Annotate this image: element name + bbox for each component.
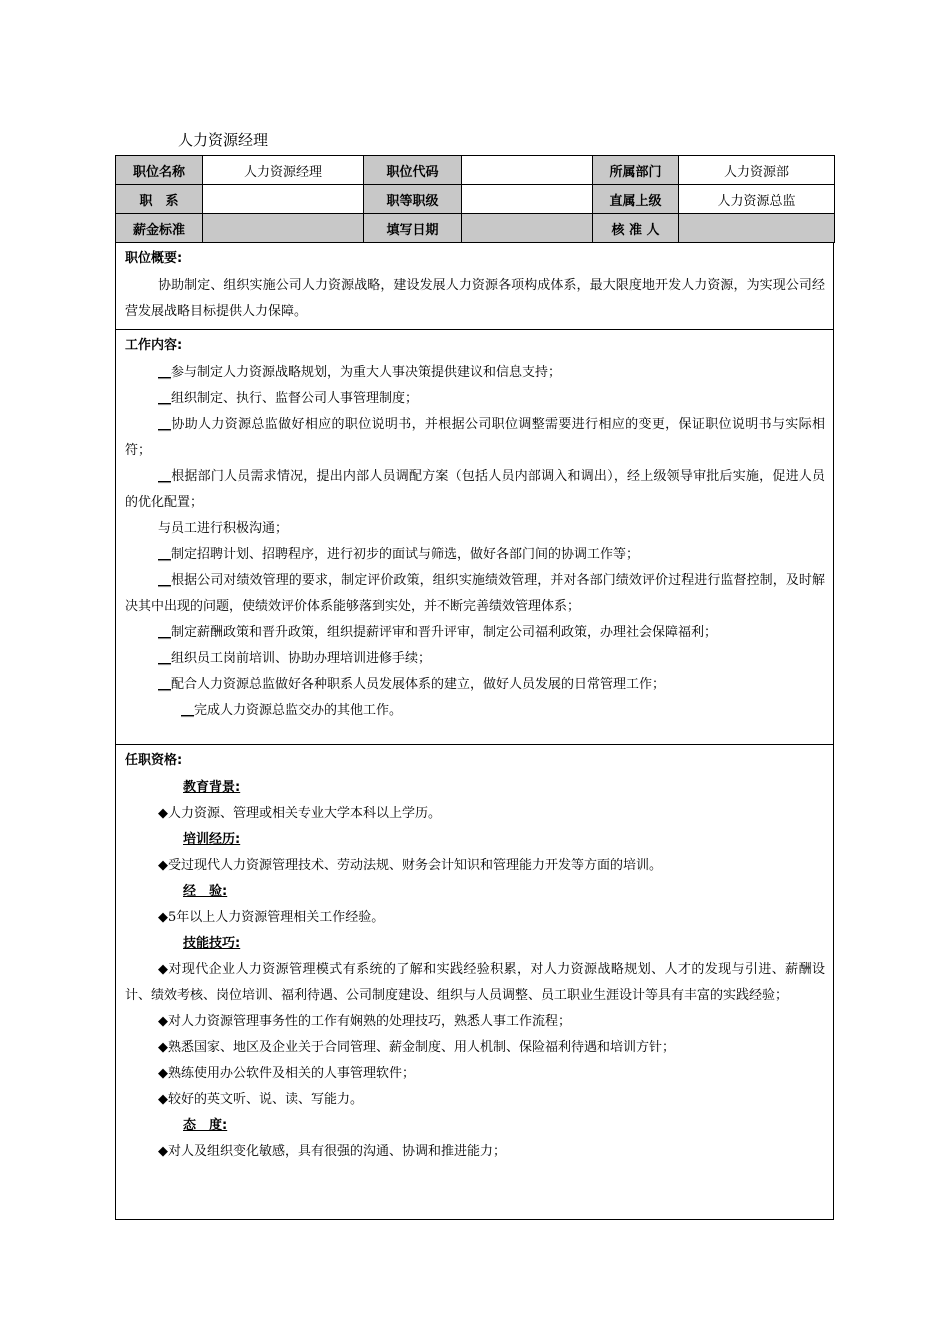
list-item: __参与制定人力资源战略规划，为重大人事决策提供建议和信息支持； [158,365,562,380]
list-item: __协助人力资源总监做好相应的职位说明书，并根据公司职位调整需要进行相应的变更，保证职位说明书与实际相符； [125,417,825,458]
skills-label: 技能技巧: [183,936,241,951]
supervisor-label: 直属上级 [593,185,679,214]
approver-label: 核 准 人 [593,214,679,243]
list-item: ◆较好的英文听、说、读、写能力。 [158,1092,363,1107]
position-name-label: 职位名称 [116,156,203,185]
list-item: ◆熟悉国家、地区及企业关于合同管理、薪金制度、用人机制、保险福利待遇和培训方针； [158,1040,675,1055]
grade-value [462,185,593,214]
job-family-value [203,185,364,214]
fill-date-value [462,214,593,243]
salary-label: 薪金标准 [116,214,203,243]
job-description-sheet [115,155,834,1220]
table-row [116,214,835,243]
overview-section [115,243,834,330]
list-item: ◆熟练使用办公软件及相关的人事管理软件； [158,1066,415,1081]
list-item: 与员工进行积极沟通； [158,521,289,536]
supervisor-value: 人力资源总监 [679,185,835,214]
list-item: __根据部门人员需求情况，提出内部人员调配方案（包括人员内部调入和调出），经上级领导审批后实施，促进人员的优化配置； [125,469,825,510]
approver-value [679,214,835,243]
list-item: __组织员工岗前培训、协助办理培训进修手续； [158,651,432,666]
overview-heading: 职位概要: [125,251,183,266]
list-item: __完成人力资源总监交办的其他工作。 [181,703,403,718]
duties-list [125,360,825,724]
duties-heading: 工作内容: [125,338,183,353]
document-title: 人力资源经理 [178,131,269,149]
department-value: 人力资源部 [679,156,835,185]
list-item: __制定招聘计划、招聘程序，进行初步的面试与筛选，做好各部门间的协调工作等； [158,547,640,562]
position-code-value [462,156,593,185]
table-row [116,185,835,214]
duties-section [115,330,834,745]
attitude-label: 态 度: [183,1118,228,1133]
salary-value [203,214,364,243]
training-label: 培训经历: [183,832,241,847]
list-item: __配合人力资源总监做好各种职系人员发展体系的建立，做好人员发展的日常管理工作； [158,677,666,692]
overview-text: 协助制定、组织实施公司人力资源战略，建设发展人力资源各项构成体系，最大限度地开发人力资源，为实现公司经营发展战略目标提供人力保障。 [125,278,825,319]
position-name-value: 人力资源经理 [203,156,364,185]
list-item: __组织制定、执行、监督公司人事管理制度； [158,391,419,406]
list-item: ◆对人及组织变化敏感，具有很强的沟通、协调和推进能力； [158,1144,506,1159]
table-row [116,156,835,185]
list-item: ◆对人力资源管理事务性的工作有娴熟的处理技巧，熟悉人事工作流程； [158,1014,571,1029]
qualifications-section [115,745,834,1220]
experience-label: 经 验: [183,884,228,899]
department-label: 所属部门 [593,156,679,185]
education-label: 教育背景: [183,780,241,795]
qualifications-heading: 任职资格: [125,753,183,768]
list-item: ◆受过现代人力资源管理技术、劳动法规、财务会计知识和管理能力开发等方面的培训。 [158,858,662,873]
list-item: __根据公司对绩效管理的要求，制定评价政策，组织实施绩效管理，并对各部门绩效评价过程进行监督控制，及时解决其中出现的问题，使绩效评价体系能够落到实处，并不断完善绩效管理体系； [125,573,825,614]
grade-label: 职等职级 [364,185,462,214]
job-family-label: 职 系 [116,185,203,214]
fill-date-label: 填写日期 [364,214,462,243]
position-code-label: 职位代码 [364,156,462,185]
list-item: ◆5年以上人力资源管理相关工作经验。 [158,910,385,925]
list-item: ◆人力资源、管理或相关专业大学本科以上学历。 [158,806,441,821]
list-item: ◆对现代企业人力资源管理模式有系统的了解和实践经验积累，对人力资源战略规划、人才的发现与引进、薪酬设计、绩效考核、岗位培训、福利待遇、公司制度建设、组织与人员调整、员工职业生涯设计等具有丰富的实践经验； [125,962,825,1003]
list-item: __制定薪酬政策和晋升政策，组织提薪评审和晋升评审，制定公司福利政策，办理社会保障福利； [158,625,718,640]
position-info-table [115,155,835,243]
